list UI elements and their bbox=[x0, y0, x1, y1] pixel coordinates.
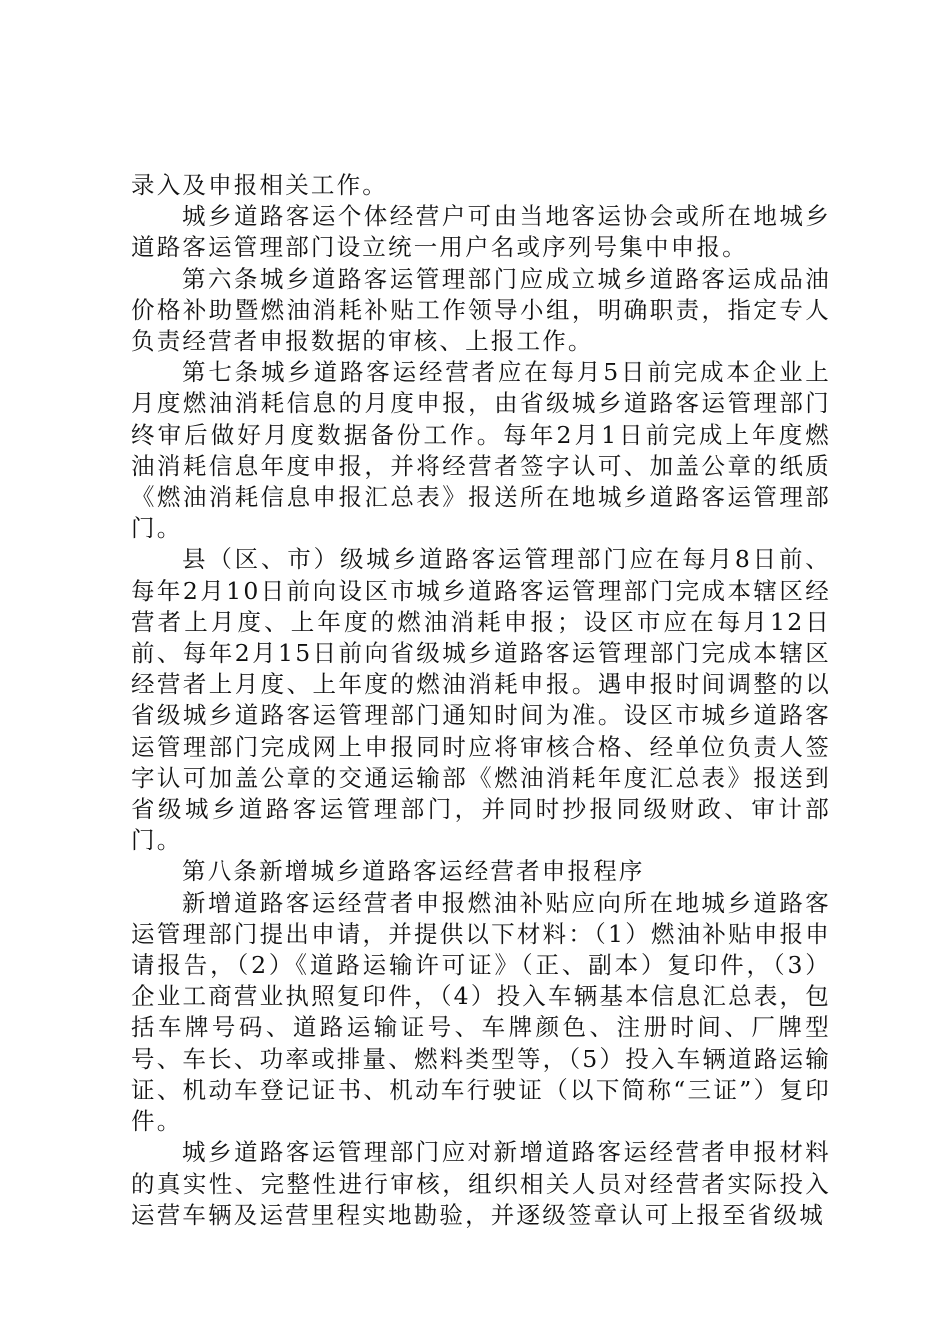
document-body bbox=[131, 170, 831, 1231]
paragraph-article-6: 第六条城乡道路客运管理部门应成立城乡道路客运成品油价格补助暨燃油消耗补贴工作领导小组，明确职责，指定专人负责经营者申报数据的审核、上报工作。 bbox=[131, 264, 831, 356]
paragraph-individual-operators: 城乡道路客运个体经营户可由当地客运协会或所在地城乡道路客运管理部门设立统一用户名或序列号集中申报。 bbox=[131, 202, 831, 262]
paragraph-continuation: 录入及申报相关工作。 bbox=[131, 171, 388, 199]
paragraph-county-reporting: 县（区、市）级城乡道路客运管理部门应在每月8日前、每年2月10日前向设区市城乡道路客运管理部门完成本辖区经营者上月度、上年度的燃油消耗申报；设区市应在每月12日前、每年2月15日前向省级城乡道路客运管理部门完成本辖区经营者上月度、上年度的燃油消耗申报。遇申报时间调整的以省级城乡道路客运管理部门通知时间为准。设区市城乡道路客运管理部门完成网上申报同时应将审核合格、经单位负责人签字认可加盖公章的交通运输部《燃油消耗年度汇总表》报送到省级城乡道路客运管理部门，并同时抄报同级财政、审计部门。 bbox=[131, 545, 831, 855]
paragraph-article-7: 第七条城乡道路客运经营者应在每月5日前完成本企业上月度燃油消耗信息的月度申报，由省级城乡道路客运管理部门终审后做好月度数据备份工作。每年2月1日前完成上年度燃油消耗信息年度申报，并将经营者签字认可、加盖公章的纸质《燃油消耗信息申报汇总表》报送所在地城乡道路客运管理部门。 bbox=[131, 358, 831, 543]
paragraph-article-8-heading: 第八条新增城乡道路客运经营者申报程序 bbox=[182, 857, 645, 886]
paragraph-review-process: 城乡道路客运管理部门应对新增道路客运经营者申报材料的真实性、完整性进行审核，组织相关人员对经营者实际投入运营车辆及运营里程实地勘验，并逐级签章认可上报至省级城 bbox=[131, 1138, 831, 1229]
paragraph-new-operator-materials: 新增道路客运经营者申报燃油补贴应向所在地城乡道路客运管理部门提出申请，并提供以下材料：（1）燃油补贴申报申请报告，（2）《道路运输许可证》（正、副本）复印件，（3）企业工商营业执照复印件，（4）投入车辆基本信息汇总表，包括车牌号码、道路运输证号、车牌颜色、注册时间、厂牌型号、车长、功率或排量、燃料类型等，（5）投入车辆道路运输证、机动车登记证书、机动车行驶证（以下简称“三证”）复印件。 bbox=[131, 888, 831, 1136]
